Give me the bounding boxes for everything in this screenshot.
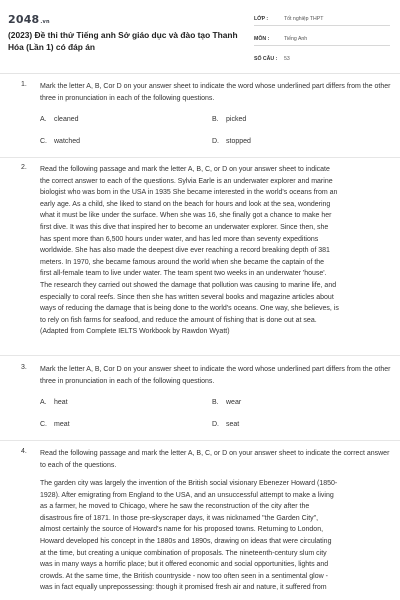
meta-label: SỐ CÂU : — [254, 56, 278, 62]
passage-line: worldwide. She has also made the deepest dive ever reaching a record breaking depth of 381 — [40, 247, 330, 255]
question-number: 2. — [21, 164, 27, 171]
passage-line: the correct answer to each of the questions. Sylvia Earle is an underwater explorer and marine — [40, 177, 333, 185]
option-text: seat — [226, 421, 240, 428]
option-text: heat — [54, 399, 68, 406]
question-text: Read the following passage and mark the letter A, B, C, or D on your answer sheet to indicate the correct answer to each of the questions. — [40, 450, 390, 469]
passage-line: early age. As a child, she liked to stand on the beach for hours and look at the sea, wondering — [40, 200, 331, 208]
question-number: 4. — [21, 448, 27, 455]
meta-label: MÔN : — [254, 36, 270, 42]
meta-panel — [254, 16, 394, 76]
option-letter: D. — [212, 421, 219, 428]
site-logo[interactable] — [8, 13, 50, 26]
question-separator — [0, 157, 400, 158]
option-letter: A. — [40, 399, 47, 406]
meta-row-subject — [254, 36, 394, 56]
option-b[interactable] — [212, 116, 246, 123]
option-text: watched — [54, 138, 81, 145]
question-text: Mark the letter A, B, Cor D on your answer sheet to indicate the word whose underlined part differs from the other three in pronunciation in each of the following questions. — [40, 366, 391, 385]
option-c[interactable] — [40, 421, 70, 428]
passage-line: first all-female team to live under water. The team spent two weeks in an underwater 'house'. — [40, 270, 327, 278]
question-number: 1. — [21, 81, 27, 88]
option-d[interactable] — [212, 421, 239, 428]
question-separator — [0, 355, 400, 356]
meta-label: LỚP : — [254, 16, 269, 22]
passage-line: first dive. It was this dive that inspired her to become an underwater explorer. Since then, she — [40, 223, 329, 231]
passage-line: disastrous fire of 1871. In those pre-skyscraper days, it was nicknamed "the Garden City", — [40, 514, 319, 522]
passage-line: as a farmer, he moved to Chicago, where he saw the reconstruction of the city after the — [40, 503, 310, 511]
passage-text — [40, 478, 392, 594]
passage-line: was in fact equally unprepossessing: though it promised fresh air and nature, it suffered from — [40, 584, 327, 592]
passage-text — [40, 164, 392, 338]
meta-value: Tốt nghiệp THPT — [284, 16, 324, 22]
option-text: cleaned — [54, 116, 79, 123]
passage-line: The garden city was largely the invention of the British social visionary Ebenezer Howard (1850- — [40, 480, 338, 487]
option-letter: C. — [40, 138, 47, 145]
option-b[interactable] — [212, 399, 241, 406]
passage-line: almost certainly the source of Howard's name for his proposed towns. Returning to London, — [40, 526, 324, 534]
option-text: wear — [226, 399, 242, 406]
passage-line: was in many ways a horrific place; but it offered economic and social opportunities, lights and — [40, 561, 329, 569]
meta-value: 53 — [284, 56, 290, 62]
passage-line: The research they carried out showed the damage that pollution was causing to marine life, and — [40, 281, 337, 289]
passage-line: has spent more than 6,500 hours under water, and has led more than seventy expeditions — [40, 235, 319, 243]
option-text: stopped — [226, 138, 251, 145]
header-divider — [0, 73, 400, 74]
logo-text: 2048 — [8, 13, 40, 26]
passage-line: what it must be like under the surface. When she was 16, she finally got a chance to make her — [40, 212, 332, 220]
passage-line: crowds. At the same time, the British countryside - now too often seen in a sentimental glow - — [40, 572, 328, 580]
logo-suffix: .vn — [40, 19, 50, 25]
option-a[interactable] — [40, 399, 68, 406]
question-text: Mark the letter A, B, Cor D on your answer sheet to indicate the word whose underlined part differs from the other three in pronunciation in each of the following questions. — [40, 83, 391, 102]
passage-line: ways of reducing the damage that is being done to the world's oceans. One way, she believes, is — [40, 305, 339, 313]
passage-line: to rely on fish farms for seafood, and reduce the amount of fishing that is done out at sea. — [40, 316, 317, 324]
passage-line: Read the following passage and mark the letter A, B, C, or D on your answer sheet to indicate — [40, 166, 330, 173]
option-text: meat — [54, 421, 70, 428]
passage-line: Howard developed his concept in the 1880s and 1890s, drawing on ideas that were circulating — [40, 537, 332, 545]
option-letter: B. — [212, 116, 219, 123]
option-letter: A. — [40, 116, 47, 123]
document-header — [0, 0, 400, 72]
option-letter: D. — [212, 138, 219, 145]
passage-line: 1928). After emigrating from England to the USA, and an unsuccessful attempt to make a living — [40, 491, 334, 499]
passage-line: meters. In 1970, she became famous around the world when she became the captain of the — [40, 258, 325, 266]
option-text: picked — [226, 116, 247, 123]
meta-divider — [254, 45, 390, 46]
passage-line: especially to coral reefs. Since then she has written several books and magazine articles about — [40, 293, 334, 301]
meta-divider — [254, 25, 390, 26]
passage-line: at the time, but creating a unique combination of proposals. The nineteenth-century slum city — [40, 549, 327, 557]
document-title: (2023) Đề thi thử Tiếng anh Sở giáo dục và đào tạo Thanh Hóa (Lần 1) có đáp án — [8, 30, 238, 52]
option-letter: B. — [212, 399, 219, 406]
meta-value: Tiếng Anh — [284, 36, 308, 42]
passage-line: biologist who was born in the USA in 1935 She became interested in the world's oceans from an — [40, 189, 338, 197]
option-c[interactable] — [40, 138, 80, 145]
option-d[interactable] — [212, 138, 251, 145]
passage-line: (Adapted from Complete IELTS Workbook by Rawdon Wyatt) — [40, 328, 230, 336]
question-separator — [0, 440, 400, 441]
option-a[interactable] — [40, 116, 79, 123]
question-number: 3. — [21, 364, 27, 371]
option-letter: C. — [40, 421, 47, 428]
meta-row-class — [254, 16, 394, 36]
